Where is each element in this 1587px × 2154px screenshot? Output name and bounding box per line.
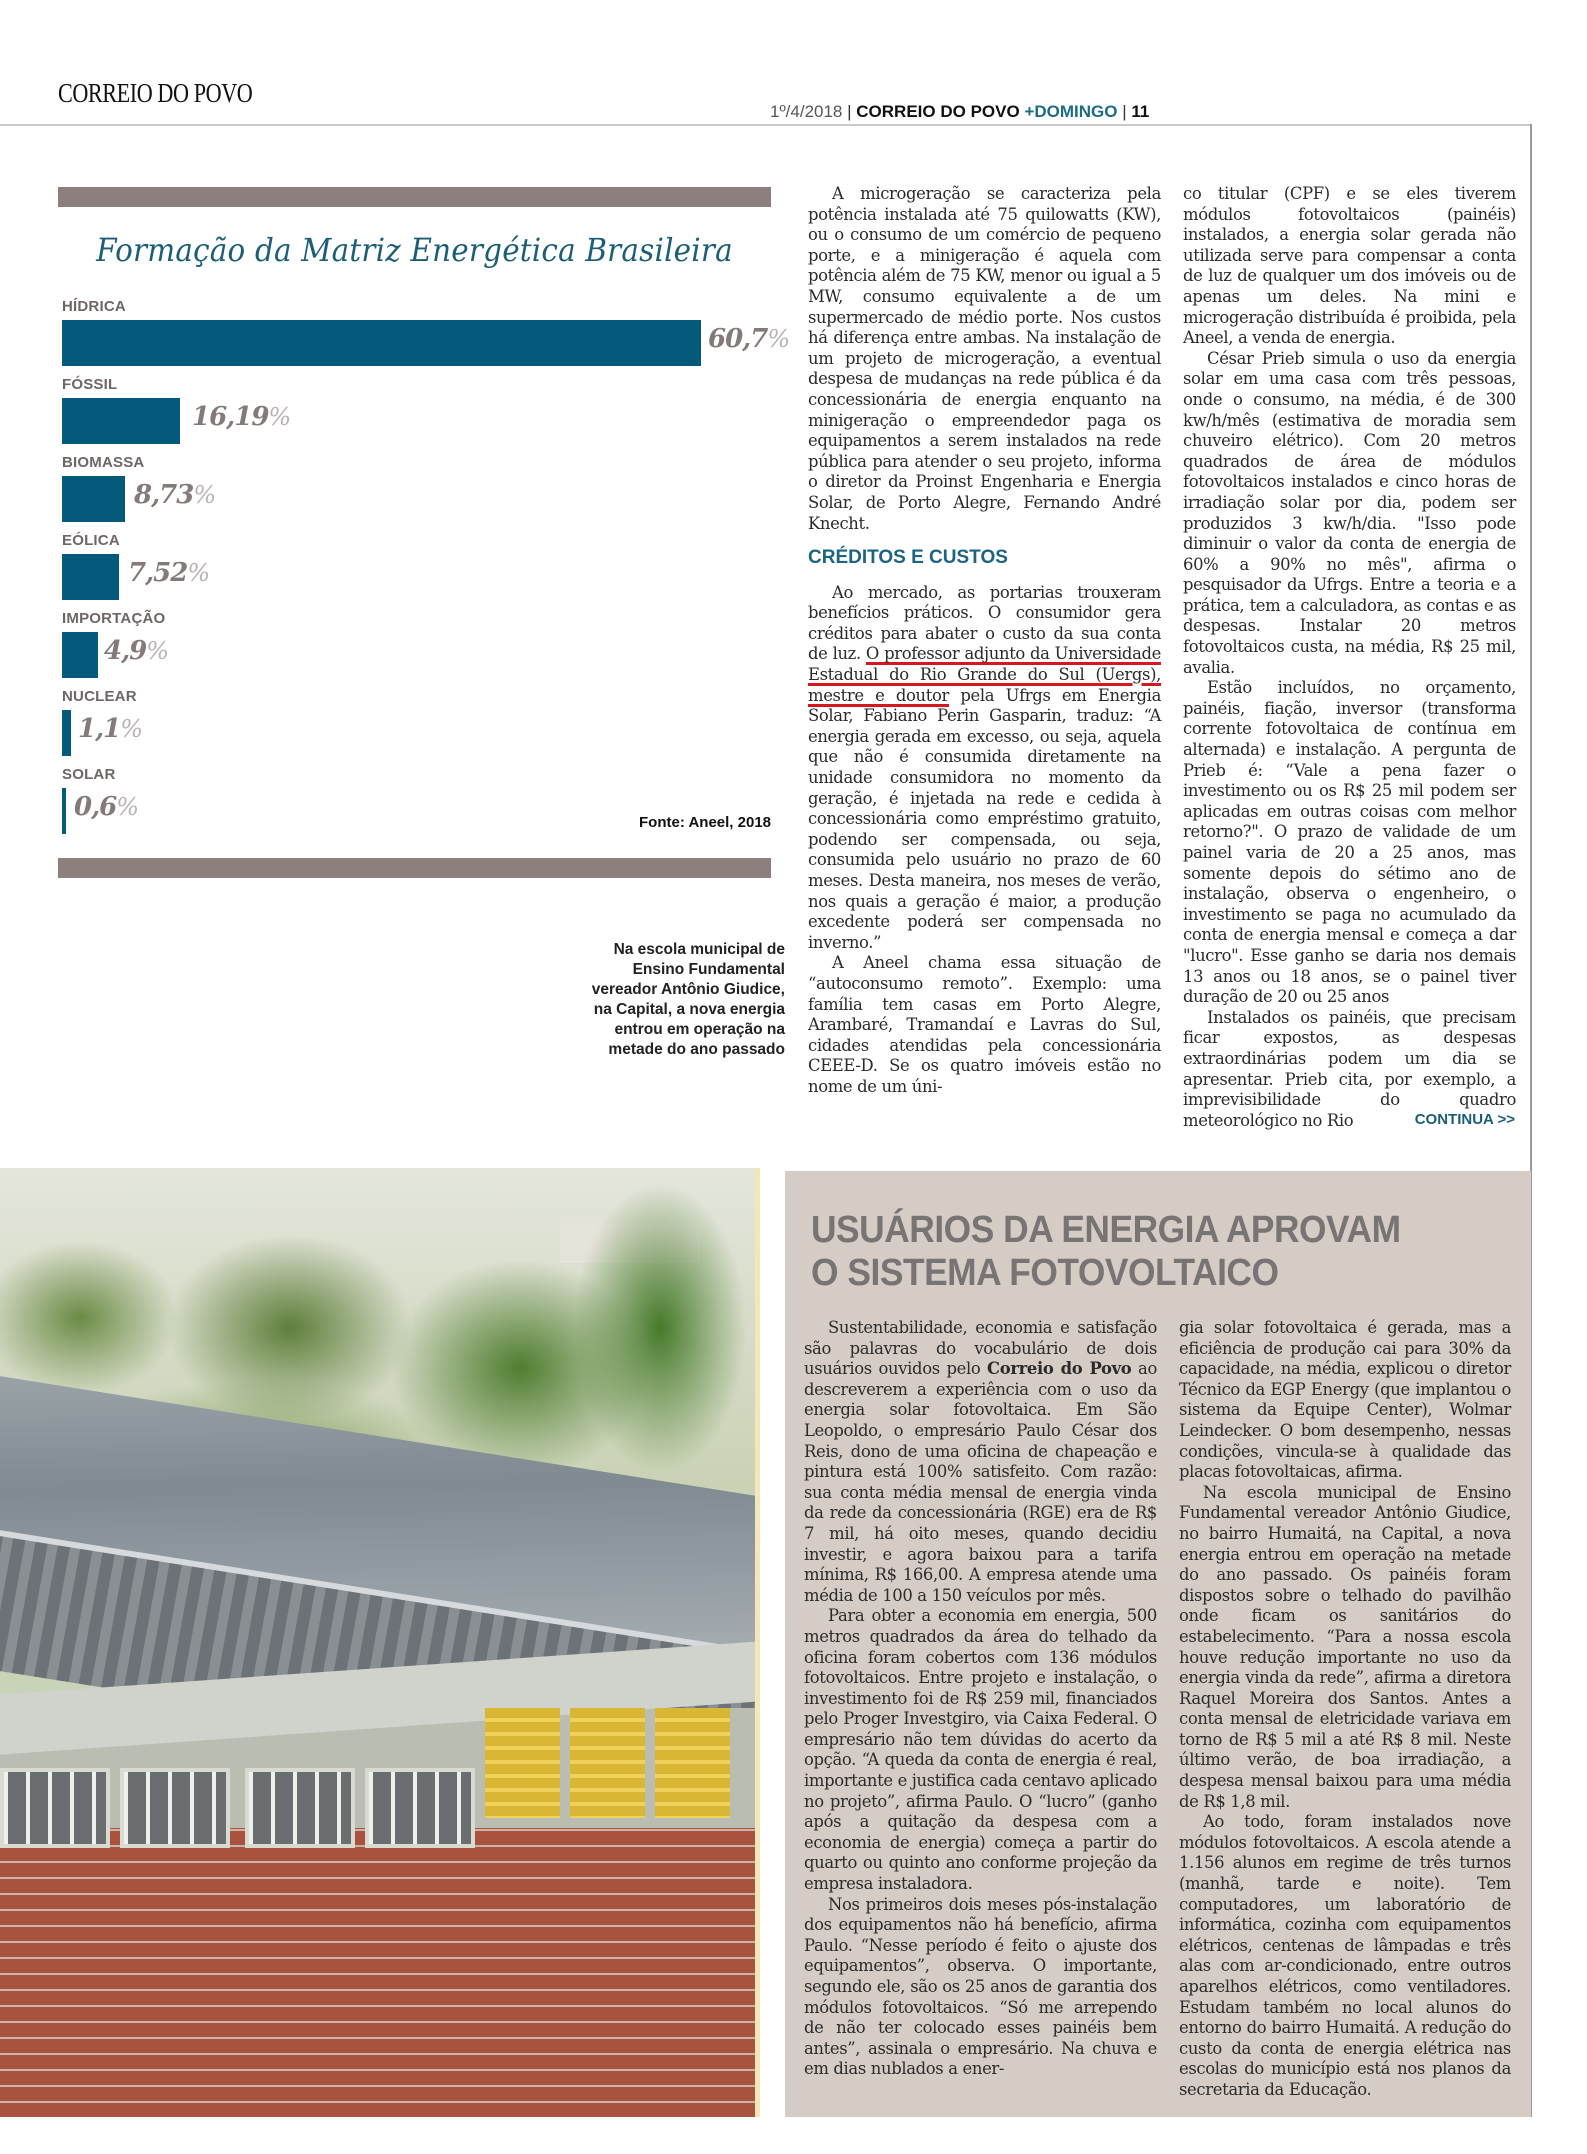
bar-value: 7,52% (128, 558, 210, 588)
bar (62, 476, 125, 522)
chart-top-band (58, 187, 771, 207)
bar (62, 788, 66, 834)
photo-window (0, 1768, 110, 1848)
photo-window (245, 1768, 355, 1848)
chart-title: Formação da Matriz Energética Brasileira (96, 231, 733, 269)
paragraph: A Aneel chama essa situação de “autoconsumo remoto”. Exemplo: uma família tem casas em Porto Alegre, Arambaré, Tramandaí e Lavras do Sul, cidades atendidas pela concessionária CEEE-D. Se os quatro imóveis estão no nome de um úni- (808, 953, 1161, 1096)
paragraph: gia solar fotovoltaica é gerada, mas a eficiência de produção cai para 30% da capacidade, na média, explicou o diretor Técnico da EGP Energy (que implantou o sistema da Equipe Center), Wolmar Leindecker. O bom desempenho, nessas condições, vincula-se à qualidade das placas fotovoltaicas, afirma. (1179, 1318, 1511, 1482)
chart-row-fossil (62, 376, 762, 454)
section-name: +DOMINGO (1024, 102, 1118, 121)
bar-label: HÍDRICA (62, 298, 126, 315)
bar-label: EÓLICA (62, 532, 120, 549)
bar-value: 16,19% (192, 402, 291, 432)
article-headline: USUÁRIOS DA ENERGIA APROVAM O SISTEMA FOTOVOLTAICO (811, 1209, 1401, 1294)
publication-name: CORREIO DO POVO (856, 102, 1020, 121)
newspaper-logo: CORREIO DO POVO (58, 78, 253, 108)
box-column-1 (804, 1318, 1157, 2080)
photo-window (120, 1768, 230, 1848)
energy-matrix-chart (58, 187, 790, 878)
bar (62, 632, 98, 678)
issue-date: 1º/4/2018 (770, 102, 843, 121)
bar-label: SOLAR (62, 766, 116, 783)
paragraph: Instalados os painéis, que precisam ficar expostos, as despesas extraordinárias podem um dia se apresentar. Prieb cita, por exemplo, a imprevisibilidade do quadro meteorológico no Rio (1183, 1007, 1516, 1130)
bar (62, 398, 180, 444)
bar (62, 554, 119, 600)
paragraph: Ao mercado, as portarias trouxeram benefícios práticos. O consumidor gera créditos para abater o custo da sua conta de luz. O professor adjunto da Universidade Estadual do Rio Grande do Sul (Uergs), mestre e doutor pela Ufrgs em Energia Solar, Fabiano Perin Gasparin, traduz: “A energia gerada em excesso, ou seja, aquela que não é consumida diretamente na unidade consumidora no momento da geração, é injetada na rede e cedida à concessionária como empréstimo gratuito, podendo ser compensada, ou seja, consumida pelo usuário no prazo de 60 meses. Desta maneira, nos meses de verão, nos quais a geração é maior, a produção excedente poderá ser compensada no inverno.” (808, 582, 1161, 952)
paragraph: César Prieb simula o uso da energia solar em uma casa com três pessoas, onde o consumo, na média, é de 300 kw/h/mês (estimativa de moradia sem chuveiro elétrico). Com 20 metros quadrados de área de módulos fotovoltaicos instalados e cinco horas de irradiação solar por dia, podem ser produzidos 3 kw/h/dia. "Isso pode diminuir o valor da conta de energia de 60% a 90% no mês", afirma o pesquisador da Ufrgs. Entre a teoria e a prática, tem a calculadora, as contas e as despesas. Instalar 20 metros fotovoltaicos custa, na média, R$ 25 mil, avalia. (1183, 348, 1516, 677)
photo-yellow-louver (570, 1708, 645, 1818)
folio-separator: | (847, 102, 852, 121)
paragraph: A microgeração se caracteriza pela potência instalada até 75 quilowatts (KW), ou o consumo de um comércio de pequeno porte, e a minigeração é aquela com potência além de 75 KW, menor ou igual a 5 MW, consumo equivalente a de um supermercado de médio porte. Nos custos há diferença entre ambas. Na instalação de um projeto de microgeração, a eventual despesa de mudanças na rede pública é da concessionária de energia enquanto na minigeração o empreendedor paga os equipamentos a serem instalados na rede pública para atender o seu projeto, informa o diretor da Proinst Engenharia e Energia Solar, de Porto Alegre, Fernando André Knecht. (808, 184, 1161, 533)
paragraph: Ao todo, foram instalados nove módulos fotovoltaicos. A escola atende a 1.156 alunos em regime de três turnos (manhã, tarde e noite). Tem computadores, um laboratório de informática, cozinha com equipamentos elétricos, centenas de lâmpadas e três alas com ar-condicionado, entre outros aparelhos elétricos, como ventiladores. Estudam também no local alunos do entorno do bairro Humaitá. A redução do custo da conta de energia elétrica nas escolas do município está nos planos da secretaria da Educação. (1179, 1812, 1511, 2099)
chart-row-eolica (62, 532, 762, 610)
paragraph: Nos primeiros dois meses pós-instalação dos equipamentos não há benefício, afirma Paulo. “Nesse período é feito o ajuste dos equipamentos”, observa. O importante, segundo ele, são os 25 anos de garantia dos módulos fotovoltaicos. “Só me arrependo de não ter colocado esses painéis bem antes”, assinala o empresário. Na chuva e em dias nublados a ener- (804, 1894, 1157, 2079)
bar-value: 60,7% (708, 324, 790, 354)
chart-row-hidrica (62, 298, 790, 376)
paragraph: Na escola municipal de Ensino Fundamental vereador Antônio Giudice, no bairro Humaitá, na Capital, a nova energia entrou em operação na metade do ano passado. Os painéis foram dispostos sobre o telhado do pavilhão onde ficam os sanitários do estabelecimento. “Para a nossa escola houve redução importante no uso da energia vinda da rede”, afirma a diretora Raquel Moreira dos Santos. Antes a conta mensal de eletricidade variava em torno de R$ 5 mil a até R$ 8 mil. Neste último verão, de boa irradiação, a despesa mensal baixou para uma média de R$ 1,8 mil. (1179, 1482, 1511, 1811)
chart-row-nuclear (62, 688, 762, 766)
article-column-2 (1183, 184, 1516, 1131)
photo-yellow-louver (655, 1708, 730, 1818)
photo-caption: Na escola municipal de Ensino Fundamental vereador Antônio Giudice, na Capital, a nova energia entrou em operação na metade do ano passado (591, 941, 785, 1058)
sidebar-article-box (785, 1171, 1531, 2117)
chart-source: Fonte: Aneel, 2018 (639, 814, 771, 831)
chart-row-biomassa (62, 454, 762, 532)
bar (62, 320, 701, 366)
article-column-1 (808, 184, 1161, 1098)
bar-label: BIOMASSA (62, 454, 145, 471)
page-number: 11 (1131, 102, 1150, 121)
photo-edge-strip (755, 1168, 760, 2117)
bar-value: 8,73% (134, 480, 216, 510)
paragraph: co titular (CPF) e se eles tiverem módulos fotovoltaicos (painéis) instalados, a energia solar gerada não utilizada serve para compensar a conta de luz de qualquer um dos imóveis ou de apenas um deles. Na mini e microgeração distribuída é proibida, pela Aneel, a venda de energia. (1183, 184, 1516, 348)
folio-separator: | (1122, 102, 1127, 121)
continue-link[interactable]: CONTINUA >> (1414, 1111, 1515, 1128)
highlighted-text: O professor adjunto da Universidade Estadual do Rio Grande do Sul (Uergs), mestre e doutor (808, 644, 1161, 705)
subheading: CRÉDITOS E CUSTOS (808, 547, 1008, 569)
bar-value: 0,6% (74, 792, 139, 822)
bar-value: 4,9% (104, 636, 169, 666)
photo-window (365, 1768, 475, 1848)
solar-panel-roof-photo (0, 1168, 760, 2117)
bar (62, 710, 71, 756)
chart-bottom-band (58, 858, 771, 878)
bar-label: FÓSSIL (62, 376, 118, 393)
photo-yellow-louver (485, 1708, 560, 1818)
paragraph: Sustentabilidade, economia e satisfação são palavras do vocabulário de dois usuários ouvidos pelo Correio do Povo ao descreverem a experiência com o uso da energia solar fotovoltaica. Em São Leopoldo, o empresário Paulo César dos Reis, dono de uma oficina de chapeação e pintura está 100% satisfeito. Com razão: sua conta média mensal de energia vinda da rede da concessionária (RGE) era de R$ 7 mil, há oito meses, quando decidiu investir, e agora baixou para a tarifa mínima, R$ 166,00. A empresa atende uma média de 100 a 150 veículos por mês. (804, 1318, 1157, 1605)
box-column-2 (1179, 1318, 1511, 2101)
header-rule (0, 124, 1532, 126)
chart-row-importacao (62, 610, 762, 688)
page-folio (770, 102, 1149, 122)
paragraph: Estão incluídos, no orçamento, painéis, fiação, inversor (transforma corrente fotovoltaica de contínua em alternada) e instalação. A pergunta de Prieb é: “Vale a pena fazer o investimento ou os R$ 25 mil podem ser aplicadas em outras coisas com melhor retorno?". O prazo de validade de um painel varia de 20 a 25 anos, mas somente depois do sétimo ano de instalação, observa o engenheiro, o investimento se paga no acumulado da conta de energia mensal e começa a dar "lucro". Esse ganho se daria nos demais 13 anos ou 18 anos, se o painel tiver duração de 20 ou 25 anos (1183, 678, 1516, 1007)
bar-value: 1,1% (78, 714, 143, 744)
paragraph: Para obter a economia em energia, 500 metros quadrados da área do telhado da oficina foram cobertos com 136 módulos fotovoltaicos. Entre projeto e instalação, o investimento foi de R$ 259 mil, financiados pelo Proger Investgiro, via Caixa Federal. O empresário não tem dúvidas do acerto da opção. “A queda da conta de energia é real, importante e justifica cada centavo aplicado no projeto”, afirma Paulo. O “lucro” (ganho após a quitação da despesa com a economia de energia) começa a partir do quarto ou quinto ano conforme projeção da empresa instaladora. (804, 1606, 1157, 1894)
bar-label: IMPORTAÇÃO (62, 610, 166, 627)
bar-label: NUCLEAR (62, 688, 137, 705)
chart-row-solar (62, 766, 762, 844)
